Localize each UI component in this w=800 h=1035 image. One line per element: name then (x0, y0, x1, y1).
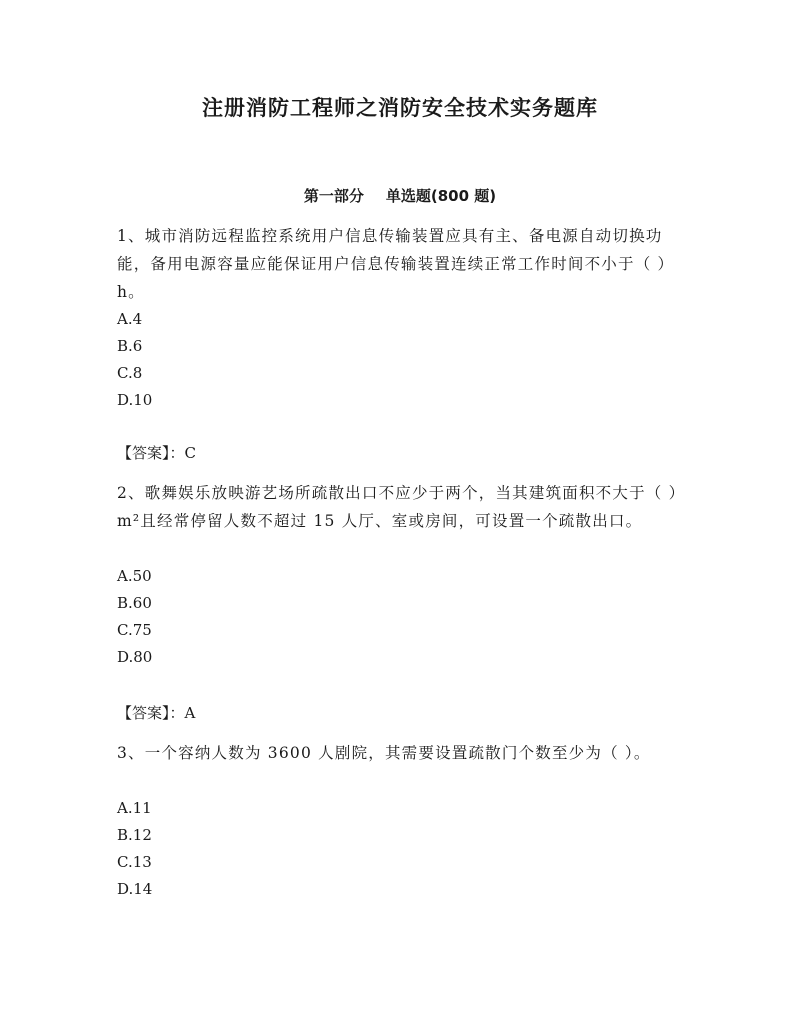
question-3-option-a: A.11 (117, 799, 152, 817)
question-1-option-d: D.10 (117, 391, 153, 409)
question-2-option-c: C.75 (117, 621, 152, 639)
section-heading (0, 185, 800, 206)
question-2-option-d: D.80 (117, 648, 153, 666)
question-2-stem: 2、歌舞娱乐放映游艺场所疏散出口不应少于两个，当其建筑面积不大于（ ）m²且经常停留人数不超过 15 人厅、室或房间，可设置一个疏散出口。 (117, 484, 686, 530)
section-name: 单选题(800 题) (385, 187, 497, 205)
question-1-option-a: A.4 (117, 310, 143, 328)
question-1-stem: 1、城市消防远程监控系统用户信息传输装置应具有主、备电源自动切换功能，备用电源容量应能保证用户信息传输装置连续正常工作时间不小于（ ）h。 (117, 227, 675, 301)
question-1-option-c: C.8 (117, 364, 143, 382)
question-3-option-c: C.13 (117, 853, 152, 871)
question-3-option-b: B.12 (117, 826, 152, 844)
question-2-option-a: A.50 (117, 567, 152, 585)
section-label: 第一部分 (303, 187, 364, 205)
question-1-answer: 【答案】：C (117, 444, 196, 462)
question-2-option-b: B.60 (117, 594, 152, 612)
question-3-stem: 3、一个容纳人数为 3600 人剧院，其需要设置疏散门个数至少为（ ）。 (117, 744, 651, 762)
document-title: 注册消防工程师之消防安全技术实务题库 (202, 96, 598, 120)
question-3-option-d: D.14 (117, 880, 153, 898)
question-2-answer: 【答案】：A (117, 704, 196, 722)
question-1-option-b: B.6 (117, 337, 143, 355)
